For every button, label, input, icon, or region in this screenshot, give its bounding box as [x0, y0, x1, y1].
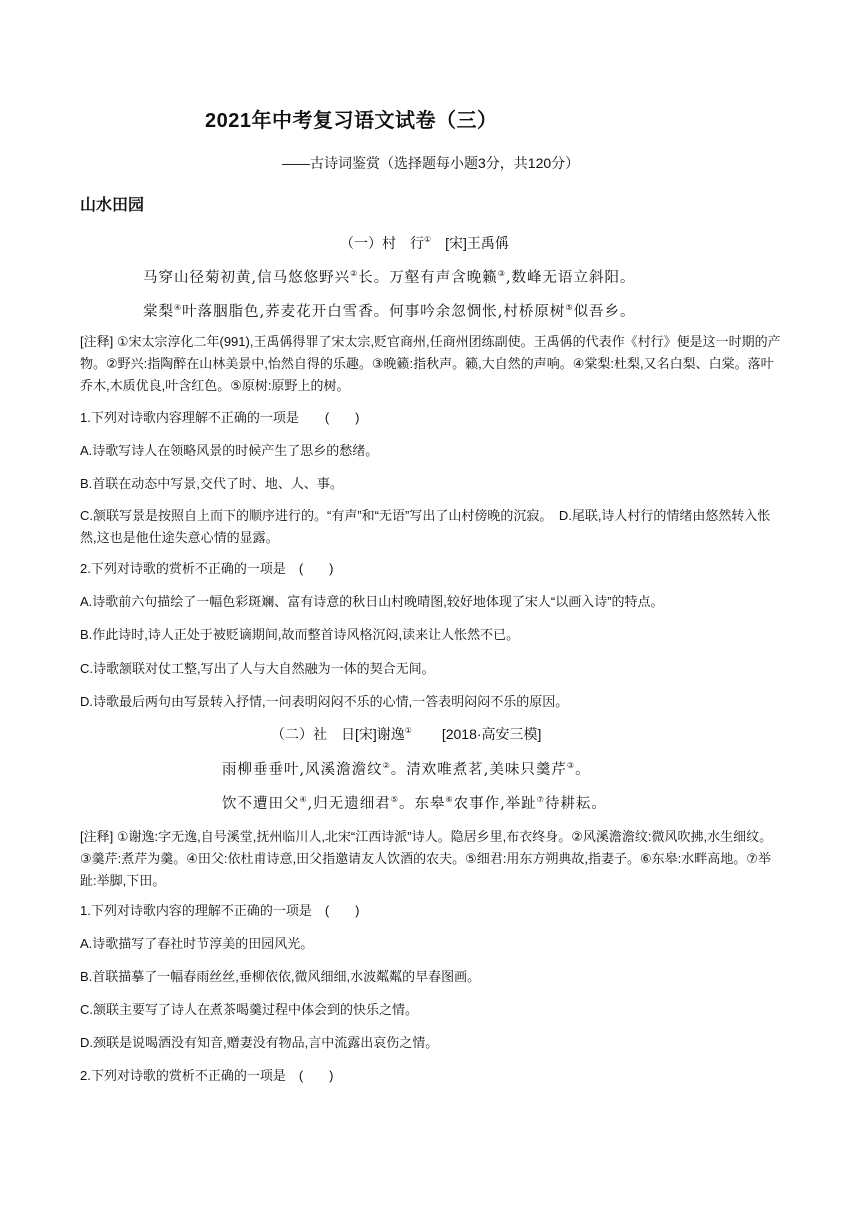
poem1-q2-option-a: A.诗歌前六句描绘了一幅色彩斑斓、富有诗意的秋日山村晚晴图,较好地体现了宋人“以画入诗”的特点。 — [80, 594, 664, 609]
verse-note-mark: ⑥ — [445, 795, 454, 804]
poem2-verse-2 — [222, 792, 607, 813]
poem1-q1-option-b: B.首联在动态中写景,交代了时、地、人、事。 — [80, 476, 343, 491]
poem1-annotation: [注释] ①宋太宗淳化二年(991),王禹偁得罪了宋太宗,贬官商州,任商州团练副使。王禹偁的代表作《村行》便是这一时期的产物。②野兴:指陶醉在山林美景中,怡然自得的乐趣。③晚籁:指秋声。籁,大自然的声响。④棠梨:杜梨,又名白梨、白棠。落叶乔木,木质优良,叶含红色。⑤原树:原野上的树。 — [80, 334, 781, 393]
poem1-title-note-mark: ① — [424, 235, 432, 244]
verse-text: 。东皋 — [398, 796, 446, 812]
verse-text: ,数峰无语立斜阳。 — [505, 270, 636, 286]
poem2-title-note-mark: ① — [404, 726, 412, 735]
poem1-q2-option-c: C.诗歌颔联对仗工整,写出了人与大自然融为一体的契合无间。 — [80, 661, 435, 676]
verse-text: 叶落胭脂色,荞麦花开白雪香。何事吟余忽惆怅,村桥原树 — [182, 304, 566, 320]
verse-text: 马穿山径菊初黄,信马悠悠野兴 — [143, 270, 351, 286]
verse-note-mark: ③ — [497, 269, 506, 278]
poem1-q2-option-d: D.诗歌最后两句由写景转入抒情,一问表明闷闷不乐的心情,一答表明闷闷不乐的原因。 — [80, 694, 569, 709]
poem1-verse-2 — [143, 300, 636, 321]
poem2-q2-stem: 2.下列对诗歌的赏析不正确的一项是 ( ) — [80, 1068, 334, 1083]
verse-text: 似吾乡。 — [573, 304, 636, 320]
poem2-q1-option-a: A.诗歌描写了春社时节淳美的田园风光。 — [80, 936, 314, 951]
poem2-annotation: [注释] ①谢逸:字无逸,自号溪堂,抚州临川人,北宋“江西诗派”诗人。隐居乡里,布衣终身。②风溪澹澹纹:微风吹拂,水生细纹。③羹芹:煮芹为羹。④田父:依杜甫诗意,田父指邀请友人饮酒的农夫。⑤细君:用东方朔典故,指妻子。⑥东皋:水畔高地。⑦举趾:举脚,下田。 — [80, 829, 773, 888]
verse-text: 棠梨 — [143, 304, 174, 320]
poem2-q1-option-b: B.首联描摹了一幅春雨丝丝,垂柳依依,微风细细,水波粼粼的早春图画。 — [80, 969, 481, 984]
verse-text: 饮不遭田父 — [222, 796, 300, 812]
poem1-title: （一）村 行 — [340, 235, 424, 251]
poem1-q2-option-b: B.作此诗时,诗人正处于被贬谪期间,故而整首诗风格沉闷,读来让人怅然不已。 — [80, 627, 520, 642]
verse-text: ,归无遗细君 — [307, 796, 391, 812]
poem1-q2-stem: 2.下列对诗歌的赏析不正确的一项是 ( ) — [80, 561, 334, 576]
poem1-heading — [340, 233, 509, 253]
verse-text: 农事作,举趾 — [453, 796, 537, 812]
poem2-q1-option-d: D.颈联是说喝酒没有知音,赠妻没有物品,言中流露出哀伤之情。 — [80, 1035, 439, 1050]
poem1-q1-option-cd: C.颔联写景是按照自上而下的顺序进行的。“有声”和“无语”写出了山村傍晚的沉寂。 D.尾联,诗人村行的情绪由悠然转入怅然,这也是他仕途失意心情的显露。 — [80, 508, 771, 545]
poem2-q1-stem: 1.下列对诗歌内容的理解不正确的一项是 ( ) — [80, 903, 360, 918]
poem2-q1-option-c: C.颔联主要写了诗人在煮茶喝羹过程中体会到的快乐之情。 — [80, 1002, 419, 1017]
verse-note-mark: ④ — [174, 303, 183, 312]
verse-text: 待耕耘。 — [544, 796, 607, 812]
section-heading: 山水田园 — [80, 197, 145, 214]
verse-text: 。 — [575, 762, 591, 778]
poem1-q1-stem: 1.下列对诗歌内容理解不正确的一项是 ( ) — [80, 410, 360, 425]
verse-note-mark: ② — [382, 761, 391, 770]
verse-note-mark: ⑦ — [536, 795, 545, 804]
poem1-verse-1 — [143, 266, 636, 287]
verse-note-mark: ③ — [566, 761, 576, 770]
poem2-verse-1 — [222, 758, 591, 779]
poem2-source: [2018·高安三模] — [441, 726, 542, 742]
poem2-heading — [271, 724, 541, 744]
verse-note-mark: ⑤ — [565, 303, 574, 312]
verse-note-mark: ② — [350, 269, 359, 278]
verse-note-mark: ⑤ — [390, 795, 399, 804]
poem2-title: （二）社 日[宋]谢逸 — [271, 726, 405, 742]
poem1-author: [宋]王禹偁 — [445, 235, 509, 251]
verse-note-mark: ④ — [299, 795, 308, 804]
poem1-q1-option-a: A.诗歌写诗人在领略风景的时候产生了思乡的愁绪。 — [80, 443, 379, 458]
page-title: 2021年中考复习语文试卷（三） — [205, 110, 498, 132]
verse-text: 长。万壑有声含晚籁 — [358, 270, 498, 286]
page-subtitle: ——古诗词鉴赏（选择题每小题3分，共120分） — [282, 155, 580, 171]
verse-text: 雨柳垂垂叶,风溪澹澹纹 — [222, 762, 383, 778]
verse-text: 。清欢唯煮茗,美味只羹芹 — [390, 762, 567, 778]
